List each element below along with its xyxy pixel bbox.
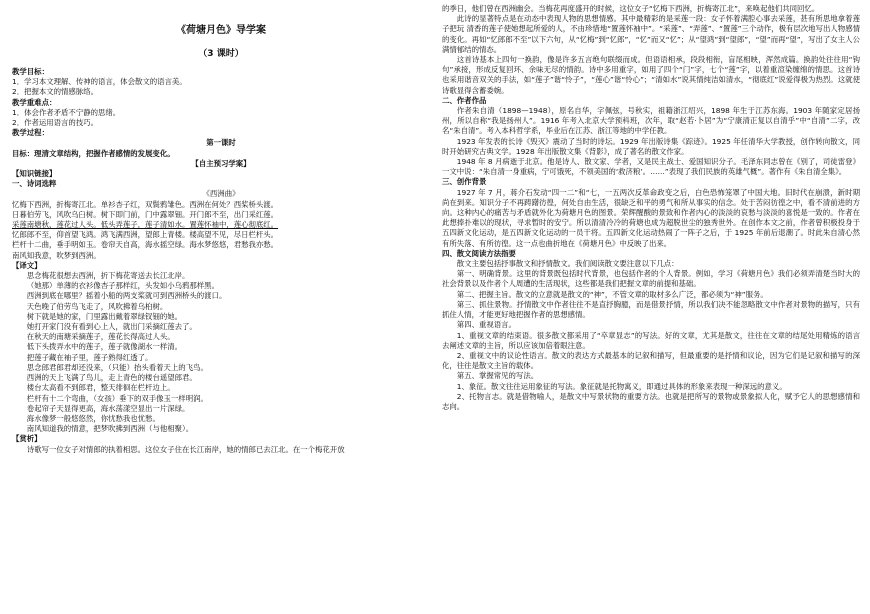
analysis-paragraph: 这首诗基本上四句一换韵，像是许多五言绝句联缀而成。但语语相承，段段相衔，盲尾相映，浑然成篇。换韵处往往用“钩句”承接，形成反复回环、余味无尽的情韵。诗中多用重字，如用了四个“门”字，七个“莲”字，以着重渲染缠绵的情思。这首诗也采用谐音双关的手法，如“莲子”谐“怜子”，“莲心”谐“怜心”；“清如水”说其情纯洁如清水，“彻底红”说爱得极为热烈。这就使诗歌显得含蓄委婉。 bbox=[442, 55, 860, 95]
method-subitem: 1、重视文章的结束语。很多散文都采用了“卒章显志”的写法。好的文章，尤其是散文，往往在文章的结尾处用精炼的语言去阐述文章的主旨，所以应该加倍着眼注意。 bbox=[442, 330, 860, 350]
translation-line: 卷起帘子天显得更高，海水荡漾空显出一片深绿。 bbox=[26, 403, 190, 413]
right-column bbox=[442, 0, 860, 614]
poem-line: 忆郎郎不至，仰首望飞鸿。鸿飞满西洲，望郎上青楼。楼高望不见，尽日栏杆头。 bbox=[12, 230, 279, 240]
analysis-heading: 【赏析】 bbox=[12, 434, 42, 444]
goal-item: 1．学习本文理解、传神的语言，体会散文的语言美。 bbox=[12, 77, 187, 87]
translation-line: 南风知道我的情意，把梦吹拂到西洲（与他相聚）。 bbox=[26, 424, 194, 434]
translation-line: 把莲子藏在袖子里，莲子熟得红透了。 bbox=[26, 352, 153, 362]
lesson-goal: 目标：理清文章结构，把握作者感情的发展变化。 bbox=[12, 148, 175, 158]
author-paragraph: 作者朱自清（1898—1948），原名自华，字佩弦，号秋实，祖籍浙江绍兴，1898 年生于江苏东海。1903 年随家定居扬州，所以自称“我是扬州人”。1916 年考入北京大学预科班，次年，取“赵若·卜居”为“宁康清正复以自清乎”中“自清”二字，改名“朱自清”。考入本科哲学系，毕业后在江苏、浙江等地的中学任教。 bbox=[442, 106, 860, 136]
key-item: 1．体会作者矛盾不宁静的思绪。 bbox=[12, 107, 121, 117]
lesson-heading: 第一课时 bbox=[206, 138, 236, 148]
poem-line: 栏杆十二曲，垂手明如玉。卷帘天自高，海水摇空绿。海水梦悠悠，君愁我亦愁。 bbox=[12, 240, 279, 250]
left-column bbox=[12, 0, 430, 614]
background-section-heading: 三、创作背景 bbox=[442, 177, 487, 187]
method-subitem: 1、象征。散文往往运用象征的写法。象征就是托物寓义，即通过具体的形象来表现一种深远的意义。 bbox=[456, 381, 787, 391]
analysis-paragraph: 此诗的显著特点是在动态中表现人物的思想情感。其中最精彩的是采莲一段：女子怀着满腔心事去采莲，甚有所思地拿着莲子把玩 清香的莲子使她想起所爱的人，不由珍惜地“置莲怀袖中”。“采莲”、“弄莲”、“置莲”三个动作，极有层次地写出人物感情的变化。再如“忆郎郎不至”以下六句，从“忆梅”到“忆郎”，“忆”而又“忆”；从“望鸿”到“望郎”，“望”而再“望”，写出了女主人公满情郁结的情态。 bbox=[442, 14, 860, 54]
translation-line: 思念郎君郎君却还没来，（只能）抬头看着天上的飞鸟。 bbox=[26, 362, 208, 372]
document-title: 《荷塘月色》导学案 bbox=[176, 25, 266, 36]
method-item: 第五、掌握常见的写法。 bbox=[456, 371, 539, 381]
poem-line: 忆梅下西洲，折梅寄江北。单衫杏子红，双鬓鸦雏色。西洲在何处？西桨桥头渡。 bbox=[12, 199, 279, 209]
author-section-heading: 二、作者作品 bbox=[442, 95, 487, 105]
translation-line: 思念梅花很想去西洲，折下梅花寄送去长江北岸。 bbox=[26, 271, 190, 281]
method-item: 第三、抓住景物。抒情散文中作者往往不是直抒胸臆，而是借景抒情，所以我们决不能忽略散文中作者对景物的描写，只有抓住人情，才能更好地把握作者的思想感情。 bbox=[442, 299, 860, 320]
goals-heading: 教学目标： bbox=[12, 67, 49, 76]
poem-line-highlighted: 采莲南塘秋，莲花过人头。低头弄莲子，莲子清如水。置莲怀袖中，莲心彻底红。 bbox=[12, 220, 279, 230]
key-item: 2．作者运用语言的技巧。 bbox=[12, 118, 99, 128]
method-subitem: 2、托物言志。就是借物喻人，是散文中写景状物的重要方法。也就是把所写的景物或景象拟人化，赋予它人的思想感情和志向。 bbox=[442, 391, 860, 411]
translation-line: 天色晚了伯劳鸟飞走了，风吹拂着乌桕树。 bbox=[26, 301, 168, 311]
translation-line: 在秋天的南塘采摘莲子，莲花长得高过人头。 bbox=[26, 332, 175, 342]
preview-heading: 【自主预习学案】 bbox=[191, 158, 251, 168]
method-item: 第四、重视语言。 bbox=[456, 320, 516, 330]
author-paragraph: 1923 年发表的长诗《毁灭》震动了当时的诗坛。1929 年出版诗集《踪迹》。1925 年任清华大学教授，创作转向散文，同时开始研究古典文学。1928 年出版散文集《背影》，成了著名的散文作家。 bbox=[442, 136, 860, 156]
poem-title: 《西洲曲》 bbox=[202, 189, 240, 199]
translation-line: 楼台太高看不到郎君，整天徘徊在栏杆边上。 bbox=[26, 383, 175, 393]
translation-line: 她打开家门没有看到心上人，就出门采摘红莲去了。 bbox=[26, 322, 197, 332]
translation-line: 海水像梦一般悠悠然，你忧愁我也忧愁。 bbox=[26, 413, 160, 423]
background-paragraph: 1927 年 7 月，蒋介石发动“四一二”和“七，一五两次反革命政变之后，白色恐怖笼罩了中国大地。旧时代在崩溃，新时期尚在到来。知识分子不再踌躇彷徨，何处自由生活，很缺乏和平的勇气和所从事实的信念。处于苦闷彷徨之中，看不清前进的方向。这种内心的痛苦与矛盾就外化为荷塘月色的图景。荣辉醒酸的景致和作者内心的淡淡的哀愁与淡淡的喜悦是一致的。作者在此想捧扑难以的现状，寻求暂时的安宁。所以清清冷冷的荷塘也成为超脱世尘的独秀世外。在创作本文之前，作者曾积极投身于五四新文化运动，是五四新文化运动的一员干将。五四新文化运动热闹了一阵子之后，于 1925 年前后退潮了。时此朱自清心然有所失落、有所彷徨。这一点也曲折地在《荷塘月色》中反映了出来。 bbox=[442, 187, 860, 248]
method-intro: 散文主要包括抒事散文和抒情散文。我们阅读散文要注意以下几点： bbox=[456, 259, 679, 269]
poem-line: 南风知我意，吹梦到西洲。 bbox=[12, 250, 101, 260]
method-section-heading: 四、散文阅读方法指要 bbox=[442, 248, 516, 258]
translation-heading: 【译文】 bbox=[12, 260, 42, 270]
translation-line: 树下就是她的家，门里露出戴着翠绿钗钿的她。 bbox=[26, 311, 183, 321]
goal-item: 2．把握本文的情感脉络。 bbox=[12, 87, 99, 97]
knowledge-heading: 【知识链接】 bbox=[12, 169, 57, 179]
poem-section-heading: 一、诗词选粹 bbox=[12, 179, 57, 189]
method-item: 第一、明确背景。这里的背景既包括时代背景，也包括作者的个人背景。例如，学习《荷塘月色》我们必须弄清楚当时大的社会背景以及作者个人周遭的生活现状，这些都是我们把握文章的前提和基础。 bbox=[442, 269, 860, 289]
analysis-continued: 的季日，他们曾在西洲幽会。当梅花再度盛开的时候，这位女子“忆梅下西洲，折梅寄江北”，来唤起他们共同回忆。 bbox=[442, 4, 820, 13]
translation-line: 低下头拨弄水中的莲子，莲子就像湖水一样清。 bbox=[26, 342, 183, 352]
author-paragraph: 1948 年 8 月病逝于北京。他是诗人、散文家、学者，又是民主战士、爱国知识分子。毛泽东同志曾在《别了，司徒雷登》一文中说：“朱自清一身重病，宁可饿死，不领美国的‘救济粮’。……”表现了我们民族的英雄气概”。著作有《朱自清全集》。 bbox=[442, 157, 860, 177]
poem-line: 日暮伯劳飞，风吹乌臼树。树下即门前，门中露翠钿。开门郎不至，出门采红莲。 bbox=[12, 209, 279, 219]
method-item: 第二、把握主旨。散文的立意就是散文的“神”，不管文章的取材多么广泛，都必须为“神”服务。 bbox=[456, 289, 768, 299]
translation-line: 栏杆有十二个弯曲，（女孩）垂下的双手像玉一样明润。 bbox=[26, 393, 208, 403]
analysis-text: 诗歌写一位女子对情郎的执着相思。这位女子住在长江南岸，她的情郎已去江北。在一个梅花开放 bbox=[26, 444, 345, 454]
translation-line: （她那）单薄的衣衫像杏子那样红，头发如小乌鸦那样黑。 bbox=[26, 281, 219, 291]
translation-line: 西洲到底在哪里？摇着小船的两支桨就可到西洲桥头的渡口。 bbox=[26, 291, 227, 301]
method-subitem: 2、重视文中的议论性语言。散文的表达方式最基本的记叙和描写，但最重要的是抒情和议论，因为它们是记叙和描写的深化，往往是散文主旨的载体。 bbox=[442, 350, 860, 371]
translation-line: 西洲的天上飞满了鸟儿，走上青色的楼台遥望郎君。 bbox=[26, 373, 197, 383]
keys-heading: 教学重难点： bbox=[12, 97, 57, 107]
document-subtitle: （3 课时） bbox=[198, 49, 244, 59]
process-heading: 教学过程： bbox=[12, 128, 49, 138]
